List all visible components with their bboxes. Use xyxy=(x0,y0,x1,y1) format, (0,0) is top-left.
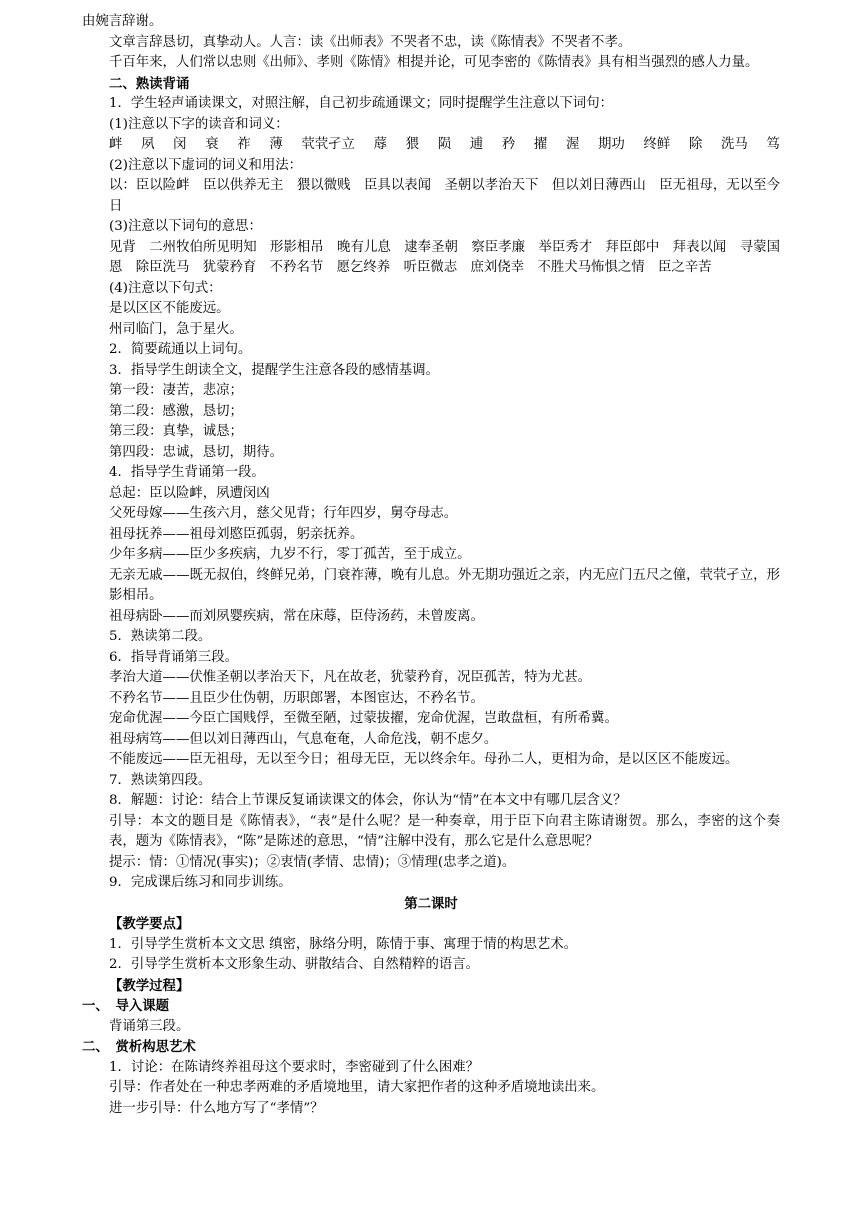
paragraph-line: (3)注意以下词句的意思： xyxy=(109,219,262,234)
paragraph-line: 提示：情：①情况(事实)；②衷情(孝情、忠情)；③情理(忠孝之道)。 xyxy=(109,854,516,870)
vocab-word: 矜 xyxy=(501,137,516,152)
vocab-word: 洗马 xyxy=(721,137,748,152)
paragraph-line: 1．学生轻声诵读课文，对照注解，自己初步疏通课文；同时提醒学生注意以下词句： xyxy=(109,96,613,111)
section-heading: 一、 导入课题 xyxy=(82,998,170,1014)
paragraph-line: 父死母嫁——生孩六月，慈父见背；行年四岁，舅夺母志。 xyxy=(109,506,458,521)
paragraph: 不能废远——臣无祖母，无以至今日；祖母无臣，无以终余年。母孙二人，更相为命，是以区区不能废远。 xyxy=(109,752,739,767)
paragraph-line: 第一段：凄苦，悲凉； xyxy=(109,383,243,398)
vocab-word: 逋 xyxy=(469,137,484,152)
vocab-word: 除 xyxy=(688,137,703,152)
vocab-word-list xyxy=(82,135,780,156)
paragraph-line: 第三段：真挚，诚恳； xyxy=(109,424,243,439)
vocab-word: 期功 xyxy=(598,137,625,152)
vocab-word: 擢 xyxy=(533,137,548,152)
vocab-word: 陨 xyxy=(437,137,452,152)
paragraph-line: 不矜名节——且臣少仕伪朝，历职郎署，本图宦达，不矜名节。 xyxy=(109,690,484,706)
paragraph-line: 宠命优渥——今臣亡国贱俘，至微至陋，过蒙拔擢，宠命优渥，岂敢盘桓，有所希冀。 xyxy=(109,711,618,726)
paragraph-line: 5．熟读第二段。 xyxy=(109,629,212,644)
section-title: 第二课时 xyxy=(404,895,458,912)
paragraph-line: 州司临门，急于星火。 xyxy=(109,321,243,337)
paragraph-line: (4)注意以下句式： xyxy=(109,280,222,296)
paragraph-line: 2．简要疏通以上词句。 xyxy=(109,342,252,357)
vocab-word: 茕茕孑立 xyxy=(301,137,355,152)
paragraph-line: (1)注意以下字的读音和词义： xyxy=(109,116,289,132)
paragraph-line: 1．引导学生赏析本文文思 缜密，脉络分明，陈情于事、寓理于情的构思艺术。 xyxy=(109,936,578,952)
paragraph-line: 进一步引导：什么地方写了“孝情”？ xyxy=(109,1100,324,1116)
paragraph: 以：臣以险衅 臣以供养无主 猥以微贱 臣具以表闻 圣朝以孝治天下 但以刘日薄西山 臣无祖母，无以至今日 xyxy=(109,178,780,214)
vocab-word: 笃 xyxy=(766,137,780,152)
paragraph-line: 总起：臣以险衅，夙遭闵凶 xyxy=(109,485,270,501)
paragraph-line: 是以区区不能废远。 xyxy=(109,301,230,316)
paragraph-line: 孝治大道——伏惟圣朝以孝治天下，凡在故老，犹蒙矜育，况臣孤苦，特为尤甚。 xyxy=(109,670,592,685)
section-heading: 二、熟读背诵 xyxy=(109,75,190,92)
section-heading: 二、 赏析构思艺术 xyxy=(82,1039,196,1055)
paragraph-line: 4．指导学生背诵第一段。 xyxy=(109,465,265,480)
vocab-word: 衅 xyxy=(109,137,123,152)
vocab-word: 衰 xyxy=(205,137,219,152)
paragraph-line: 引导：作者处在一种忠孝两难的矛盾境地里，请大家把作者的这种矛盾境地读出来。 xyxy=(109,1080,605,1095)
paragraph: 见背 二州牧伯所见明知 形影相吊 晚有儿息 逮奉圣朝 察臣孝廉 举臣秀才 拜臣郎中 拜表以闻 寻蒙国恩 除臣洗马 犹蒙矜育 不矜名节 愿乞终养 听臣微志 庶刘侥幸 不胜犬马怖惧之情 臣之辛苦 xyxy=(109,239,780,275)
paragraph-line: 由婉言辞谢。 xyxy=(82,14,163,29)
vocab-word: 渥 xyxy=(565,137,580,152)
paragraph-line: 7．熟读第四段。 xyxy=(109,772,212,788)
vocab-word: 终鲜 xyxy=(643,137,671,152)
paragraph-line: 3．指导学生朗读全文，提醒学生注意各段的感情基调。 xyxy=(109,362,439,378)
paragraph-line: 6．指导背诵第三段。 xyxy=(109,649,239,665)
paragraph-line: 少年多病——臣少多疾病，九岁不行，零丁孤苦，至于成立。 xyxy=(109,547,471,562)
vocab-word: 夙 xyxy=(141,137,155,152)
paragraph-line: 背诵第三段。 xyxy=(109,1018,190,1034)
paragraph-line: 文章言辞恳切，真挚动人。人言：读《出师表》不哭者不忠，读《陈情表》不哭者不孝。 xyxy=(109,34,632,50)
paragraph-line: 8．解题：讨论：结合上节课反复诵读课文的体会，你认为“情”在本文中有哪几层含义？ xyxy=(109,793,627,808)
vocab-word: 闵 xyxy=(173,137,187,152)
paragraph-line: 祖母病卧——而刘夙婴疾病，常在床蓐，臣侍汤药，未曾废离。 xyxy=(109,608,484,624)
paragraph: 千百年来，人们常以忠则《出师》、孝则《陈情》相提并论，可见李密的《陈情表》具有相当强烈的感人力量。 xyxy=(109,55,759,70)
paragraph: 引导：本文的题目是《陈情表》，“表”是什么呢？是一种奏章，用于臣下向君主陈请谢贺。那么，李密的这个奏表，题为《陈情表》，“陈”是陈述的意思，“情”注解中没有，那么它是什么意思呢？ xyxy=(109,813,780,849)
paragraph-line: 祖母抚养——祖母刘愍臣孤弱，躬亲抚养。 xyxy=(109,526,364,542)
paragraph-line: 第二段：感激，恳切； xyxy=(109,403,243,419)
vocab-word: 祚 xyxy=(237,137,251,152)
vocab-word: 薄 xyxy=(269,137,283,152)
paragraph-line: (2)注意以下虚词的词义和用法： xyxy=(109,157,303,173)
paragraph-line: 第四段：忠诚，恳切，期待。 xyxy=(109,444,284,460)
paragraph-line: 9．完成课后练习和同步训练。 xyxy=(109,875,292,890)
section-heading: 【教学过程】 xyxy=(109,977,190,994)
paragraph-line: 1．讨论：在陈请终养祖母这个要求时，李密碰到了什么困难？ xyxy=(109,1059,480,1075)
vocab-word: 蓐 xyxy=(373,137,387,152)
paragraph-line: 2．引导学生赏析本文形象生动、骈散结合、自然精粹的语言。 xyxy=(109,957,480,972)
section-heading: 【教学要点】 xyxy=(109,916,190,932)
vocab-word: 猥 xyxy=(405,137,420,152)
paragraph-line: 祖母病笃——但以刘日薄西山，气息奄奄，人命危浅，朝不虑夕。 xyxy=(109,731,498,747)
paragraph: 无亲无戚——既无叔伯，终鲜兄弟，门衰祚薄，晚有儿息。外无期功强近之亲，内无应门五尺之僮，茕茕孑立，形影相吊。 xyxy=(109,567,780,603)
